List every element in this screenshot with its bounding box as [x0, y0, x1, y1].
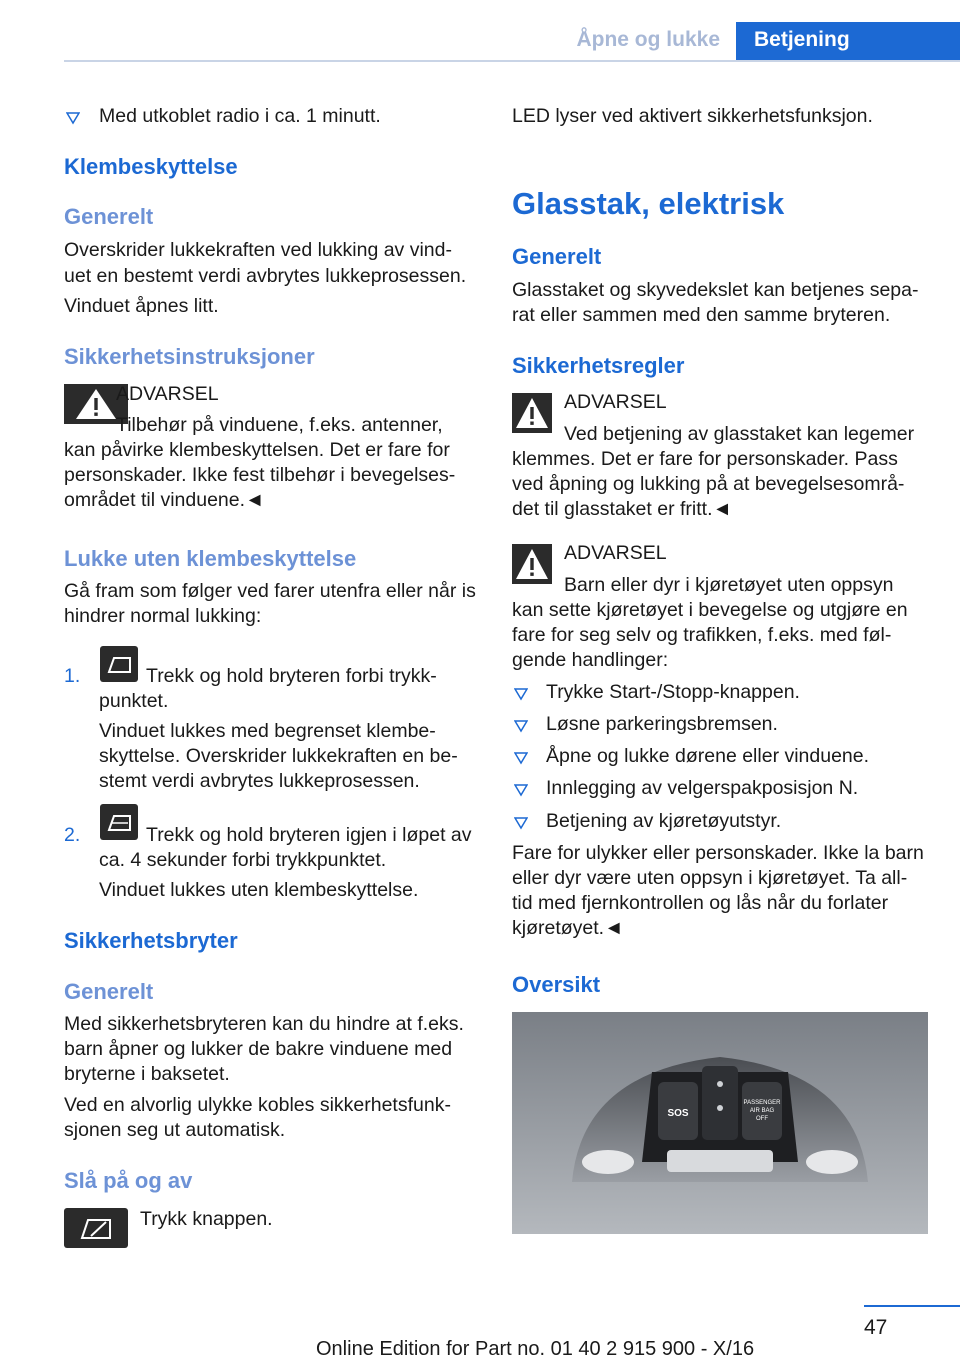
- paragraph-line: rat eller sammen med den samme bryteren.: [512, 304, 891, 326]
- list-item: Løsne parkeringsbremsen.: [546, 713, 778, 735]
- footer-rule: [864, 1305, 960, 1307]
- header-rule: [64, 60, 960, 62]
- subheading-slaa-paa-og-av: Slå på og av: [64, 1168, 193, 1193]
- heading-oversikt: Oversikt: [512, 972, 601, 997]
- bullet-text: Med utkoblet radio i ca. 1 minutt.: [99, 105, 381, 127]
- list-item: Åpne og lukke dørene eller vinduene.: [546, 745, 870, 767]
- step-text: skyttelse. Overskrider lukkekraften en be‐: [99, 745, 458, 767]
- subheading-generelt: Generelt: [512, 244, 602, 269]
- bullet-triangle-icon: [514, 783, 528, 797]
- step-number: 1.: [64, 665, 81, 687]
- paragraph-line: Fare for ulykker eller personskader. Ikke la barn: [512, 842, 924, 864]
- header-section-title: Åpne og lukke: [576, 28, 720, 51]
- header-chapter-tab: Betjening: [736, 22, 960, 62]
- paragraph-line: Glasstaket og skyvedekslet kan betjenes sepa‐: [512, 279, 919, 301]
- paragraph-line: Gå fram som følger ved farer utenfra eller når is: [64, 580, 476, 602]
- subheading-lukke: Lukke uten klembeskyttelse: [64, 546, 357, 571]
- paragraph-line: Vinduet åpnes litt.: [64, 295, 219, 317]
- step-text: Vinduet lukkes med begrenset klembe‐: [99, 720, 436, 742]
- heading-klembeskyttelse: Klembeskyttelse: [64, 154, 238, 179]
- airbag-label: OFF: [756, 1116, 768, 1122]
- airbag-label: AIR BAG: [749, 1108, 775, 1114]
- paragraph-line: sjonen seg ut automatisk.: [64, 1119, 286, 1141]
- bullet-triangle-icon: [514, 751, 528, 765]
- warning-text: området til vinduene.◄: [64, 489, 265, 511]
- warning-text: klemmes. Det er fare for personskader. Pass: [512, 448, 898, 470]
- sos-button-label: SOS: [667, 1108, 689, 1119]
- airbag-label: PASSENGER: [743, 1100, 781, 1106]
- warning-text: Barn eller dyr i kjøretøyet uten oppsyn: [564, 574, 894, 596]
- window-switch-icon: [100, 646, 138, 682]
- footer-edition: Online Edition for Part no. 01 40 2 915 900 - X/16: [316, 1338, 755, 1360]
- warning-label: ADVARSEL: [116, 383, 219, 405]
- step-text: Trekk og hold bryteren igjen i løpet av: [146, 824, 472, 846]
- warning-text: Tilbehør på vinduene, f.eks. antenner,: [116, 414, 443, 436]
- subheading-sikkerhetsinstruksjoner: Sikkerhetsinstruksjoner: [64, 344, 315, 369]
- warning-text: kan sette kjøretøyet i bevegelse og utgjøre en: [512, 599, 908, 621]
- safety-switch-icon: [64, 1208, 128, 1248]
- paragraph-line: bryterne i baksetet.: [64, 1063, 230, 1085]
- step-number: 2.: [64, 824, 81, 846]
- paragraph-line: Ved en alvorlig ulykke kobles sikkerhetsfunk‐: [64, 1094, 451, 1116]
- subheading-generelt: Generelt: [64, 979, 154, 1004]
- bullet-triangle-icon: [66, 111, 80, 125]
- paragraph-line: tid med fjernkontrollen og lås når du forlater: [512, 892, 889, 914]
- warning-text: Ved betjening av glasstaket kan legemer: [564, 423, 915, 445]
- heading-glasstak: Glasstak, elektrisk: [512, 186, 785, 221]
- paragraph-line: eller dyr være uten oppsyn i kjøretøyet. Ta all‐: [512, 867, 908, 889]
- step-text: Vinduet lukkes uten klembeskyttelse.: [99, 879, 419, 901]
- warning-label: ADVARSEL: [564, 391, 667, 413]
- page-number: 47: [864, 1316, 888, 1339]
- warning-text: personskader. Ikke fest tilbehør i bevegelses‐: [64, 464, 456, 486]
- bullet-triangle-icon: [514, 719, 528, 733]
- warning-text: det til glasstaket er fritt.◄: [512, 498, 732, 520]
- step-text: ca. 4 sekunder forbi trykkpunktet.: [99, 849, 387, 871]
- paragraph-line: LED lyser ved aktivert sikkerhetsfunksjon.: [512, 105, 873, 127]
- step-text: Trekk og hold bryteren forbi trykk‐: [146, 665, 437, 687]
- heading-sikkerhetsbryter: Sikkerhetsbryter: [64, 928, 238, 953]
- paragraph-line: Trykk knappen.: [140, 1208, 273, 1230]
- warning-text: kan påvirke klembeskyttelsen. Det er fare for: [64, 439, 450, 461]
- list-item: Innlegging av velgerspakposisjon N.: [546, 777, 859, 799]
- bullet-triangle-icon: [514, 687, 528, 701]
- subheading-sikkerhetsregler: Sikkerhetsregler: [512, 353, 685, 378]
- window-switch-icon: [100, 804, 138, 840]
- warning-text: fare for seg selv og trafikken, f.eks. med føl‐: [512, 624, 892, 646]
- paragraph-line: Overskrider lukkekraften ved lukking av vind‐: [64, 239, 452, 261]
- step-text: punktet.: [99, 690, 169, 712]
- bullet-triangle-icon: [514, 816, 528, 830]
- warning-label: ADVARSEL: [564, 542, 667, 564]
- paragraph-line: uet en bestemt verdi avbrytes lukkeprosessen.: [64, 265, 467, 287]
- paragraph-line: barn åpner og lukker de bakre vinduene med: [64, 1038, 453, 1060]
- paragraph-line: Med sikkerhetsbryteren kan du hindre at f.eks.: [64, 1013, 464, 1035]
- paragraph-line: hindrer normal lukking:: [64, 605, 262, 627]
- list-item: Trykke Start-/Stopp-knappen.: [546, 681, 800, 703]
- list-item: Betjening av kjøretøyutstyr.: [546, 810, 782, 832]
- step-text: stemt verdi avbrytes lukkeprosessen.: [99, 770, 420, 792]
- paragraph-line: kjøretøyet.◄: [512, 917, 624, 939]
- warning-text: gende handlinger:: [512, 649, 669, 671]
- warning-text: ved åpning og lukking på at bevegelsesområ‐: [512, 473, 905, 495]
- overhead-console-photo: [512, 1012, 928, 1234]
- subheading-generelt: Generelt: [64, 204, 154, 229]
